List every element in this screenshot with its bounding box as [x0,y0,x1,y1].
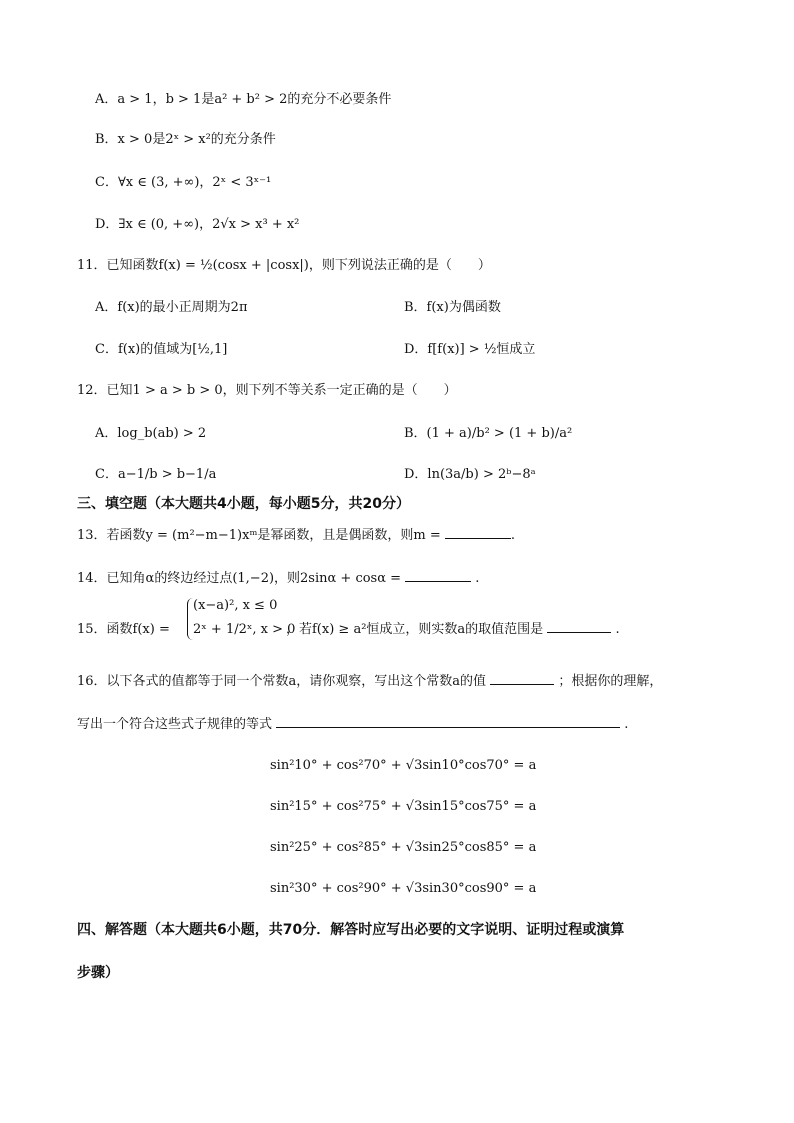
q13 [77,524,515,543]
q14-answer-blank[interactable] [405,567,471,582]
q15-period: . [611,622,620,637]
section-3-heading: 三、填空题（本大题共4小题，每小题5分，共20分） [77,496,410,512]
q13-answer-blank[interactable] [445,524,511,539]
q13-period: . [510,528,516,543]
q16-period: . [620,717,629,732]
q16-answer-blank-1[interactable] [490,670,554,685]
q11-option-a: A．f(x)的最小正周期为2π [95,300,248,315]
q12-option-c: C．a−1/b > b−1/a [95,467,217,482]
q15-lead: 15．函数f(x) = [77,622,170,637]
q14-period: . [471,571,480,586]
q12-option-b: B．(1 + a)/b² > (1 + b)/a² [404,426,573,441]
q15-tail-text: ，若f(x) ≥ a²恒成立，则实数a的取值范围是 [286,622,544,637]
equation-2: sin²15° + cos²75° + √3sin15°cos75° = a [270,799,537,814]
q11-stem: 11．已知函数f(x) = ½(cosx + |cosx|)，则下列说法正确的是（ ） [77,258,491,273]
q10-option-b: B．x > 0是2ˣ > x²的充分条件 [95,132,276,147]
q16-text-c: 写出一个符合这些式子规律的等式 [77,717,273,732]
q11-option-c: C．f(x)的值域为[½,1] [95,342,228,357]
q15-tail [286,618,620,637]
q16-text-a: 16．以下各式的值都等于同一个常数a，请你观察，写出这个常数a的值 [77,674,487,689]
q10-option-c: C．∀x ∈ (3, +∞)，2ˣ < 3ˣ⁻¹ [95,175,272,190]
q16-line2 [77,713,628,732]
q12-stem: 12．已知1 > a > b > 0，则下列不等关系一定正确的是（ ） [77,383,457,398]
q14 [77,567,479,586]
equation-3: sin²25° + cos²85° + √3sin25°cos85° = a [270,840,537,855]
q11-option-b: B．f(x)为偶函数 [404,300,501,315]
section-4-heading-line2: 步骤） [77,965,119,981]
equation-4: sin²30° + cos²90° + √3sin30°cos90° = a [270,881,537,896]
q12-option-a: A．log_b(ab) > 2 [95,426,207,441]
q11-option-d: D．f[f(x)] > ½恒成立 [404,342,536,357]
q10-option-a: A．a > 1，b > 1是a² + b² > 2的充分不必要条件 [95,92,392,107]
q14-text: 14．已知角α的终边经过点(1,−2)，则2sinα + cosα = [77,571,402,586]
q15-answer-blank[interactable] [547,618,611,633]
section-4-heading-line1: 四、解答题（本大题共6小题，共70分．解答时应写出必要的文字说明、证明过程或演算 [77,922,625,938]
equation-1: sin²10° + cos²70° + √3sin10°cos70° = a [270,758,537,773]
q10-option-d: D．∃x ∈ (0, +∞)，2√x > x³ + x² [95,217,300,232]
q16-answer-blank-2[interactable] [276,713,620,728]
q16-line1 [77,670,662,689]
q15-case2: 2ˣ + 1/2ˣ, x > 0 [193,622,296,637]
q15-case1: (x−a)², x ≤ 0 [193,598,278,613]
q16-text-b: ；根据你的理解， [558,674,663,689]
q13-text: 13．若函数y = (m²−m−1)xᵐ是幂函数，且是偶函数，则m = [77,528,441,543]
q12-option-d: D．ln(3a/b) > 2ᵇ−8ᵃ [404,467,536,482]
